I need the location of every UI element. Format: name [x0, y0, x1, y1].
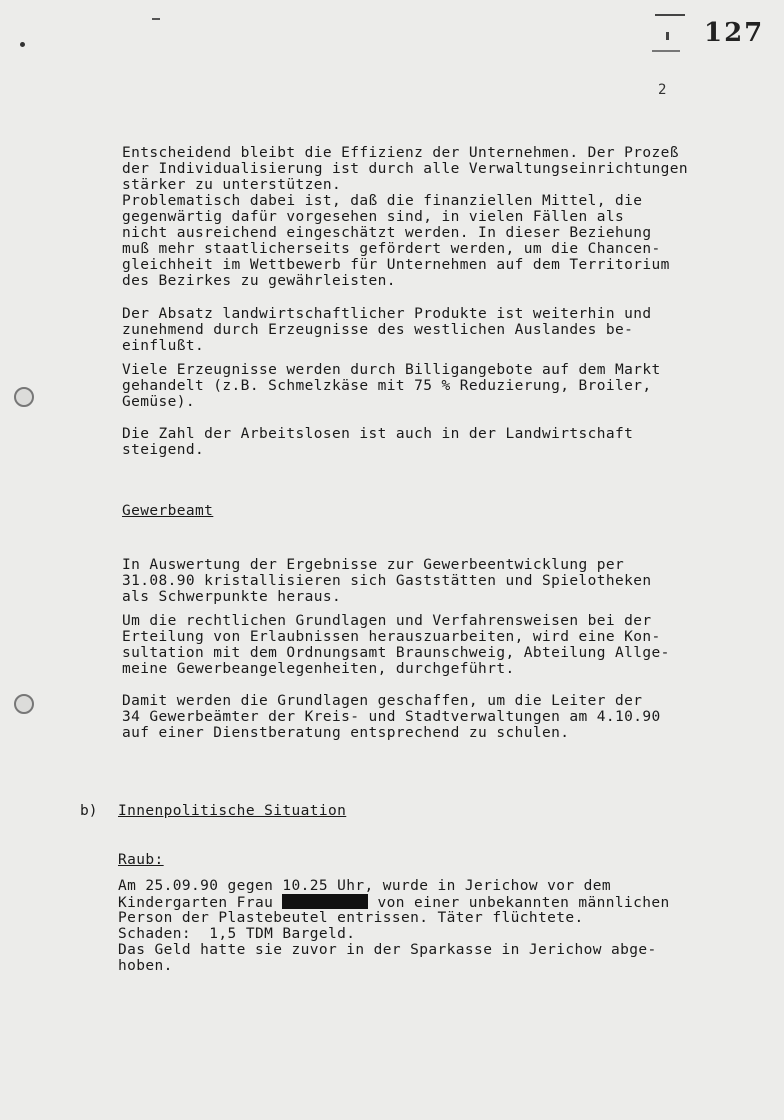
paragraph-gewerbe-evaluation: In Auswertung der Ergebnisse zur Gewerbeentwicklung per 31.08.90 kristallisieren sich Gaststätten und Spielotheken als Schwerpunkte heraus. [122, 557, 652, 605]
punch-hole-upper [14, 387, 34, 407]
corner-dash-lower [652, 50, 680, 52]
punch-hole-lower [14, 694, 34, 714]
raub-line-1: Am 25.09.90 gegen 10.25 Uhr, wurde in Jerichow vor dem [118, 878, 612, 894]
corner-tick [666, 32, 669, 40]
corner-dash [655, 14, 685, 16]
heading-gewerbeamt: Gewerbeamt [122, 503, 214, 519]
section-label-b: b) [80, 803, 98, 819]
paragraph-training: Damit werden die Grundlagen geschaffen, um die Leiter der 34 Gewerbeämter der Kreis- und Stadtverwaltungen am 4.10.90 auf einer Dienstberatung entsprechend zu schulen. [122, 693, 661, 741]
page-number: 2 [658, 82, 667, 98]
raub-paragraph-rest: Person der Plastebeutel entrissen. Täter flüchtete. Schaden: 1,5 TDM Bargeld. Das Geld hatte sie zuvor in der Sparkasse in Jerichow abge- hoben. [118, 910, 657, 974]
paragraph-unemployment: Die Zahl der Arbeitslosen ist auch in der Landwirtschaft steigend. [122, 426, 634, 458]
paragraph-efficiency: Entscheidend bleibt die Effizienz der Unternehmen. Der Prozeß der Individualisierung ist durch alle Verwaltungseinrichtungen stärker zu unterstützen. Problematisch dabei ist, daß die finanziellen Mittel, die gegenwärtig dafür vorgesehen sind, in vielen Fällen als nicht ausreichend eingeschätzt werden. In dieser Beziehung muß mehr staatlicherseits gefördert werden, um die Chancen- gleichheit im Wettbewerb für Unternehmen auf dem Territorium des Bezirkes zu gewährleisten. [122, 145, 689, 289]
paragraph-consultation: Um die rechtlichen Grundlagen und Verfahrensweisen bei der Erteilung von Erlaubnissen herauszuarbeiten, wird eine Kon- sultation mit dem Ordnungsamt Braunschweig, Abteilung Allge- meine Gewerbeangelegenheiten, durchgeführt. [122, 613, 670, 677]
paragraph-cheap-offers: Viele Erzeugnisse werden durch Billigangebote auf dem Markt gehandelt (z.B. Schmelzkäse mit 75 % Reduzierung, Broiler, Gemüse). [122, 362, 661, 410]
raub-line-2-start: Kindergarten Frau [118, 895, 283, 911]
paragraph-agricultural-sales: Der Absatz landwirtschaftlicher Produkte ist weiterhin und zunehmend durch Erzeugnisse des westlichen Auslandes be- einflußt. [122, 306, 652, 354]
raub-line-2 [118, 894, 728, 911]
raub-line-2-end: von einer unbekannten männlichen [368, 895, 670, 911]
heading-raub: Raub: [118, 852, 164, 868]
scan-speck [20, 42, 25, 47]
redaction-bar [282, 894, 368, 909]
scan-dash [152, 18, 160, 20]
archive-stamp-number: 127 [704, 18, 765, 48]
heading-innenpolitische-situation: Innenpolitische Situation [118, 803, 347, 819]
